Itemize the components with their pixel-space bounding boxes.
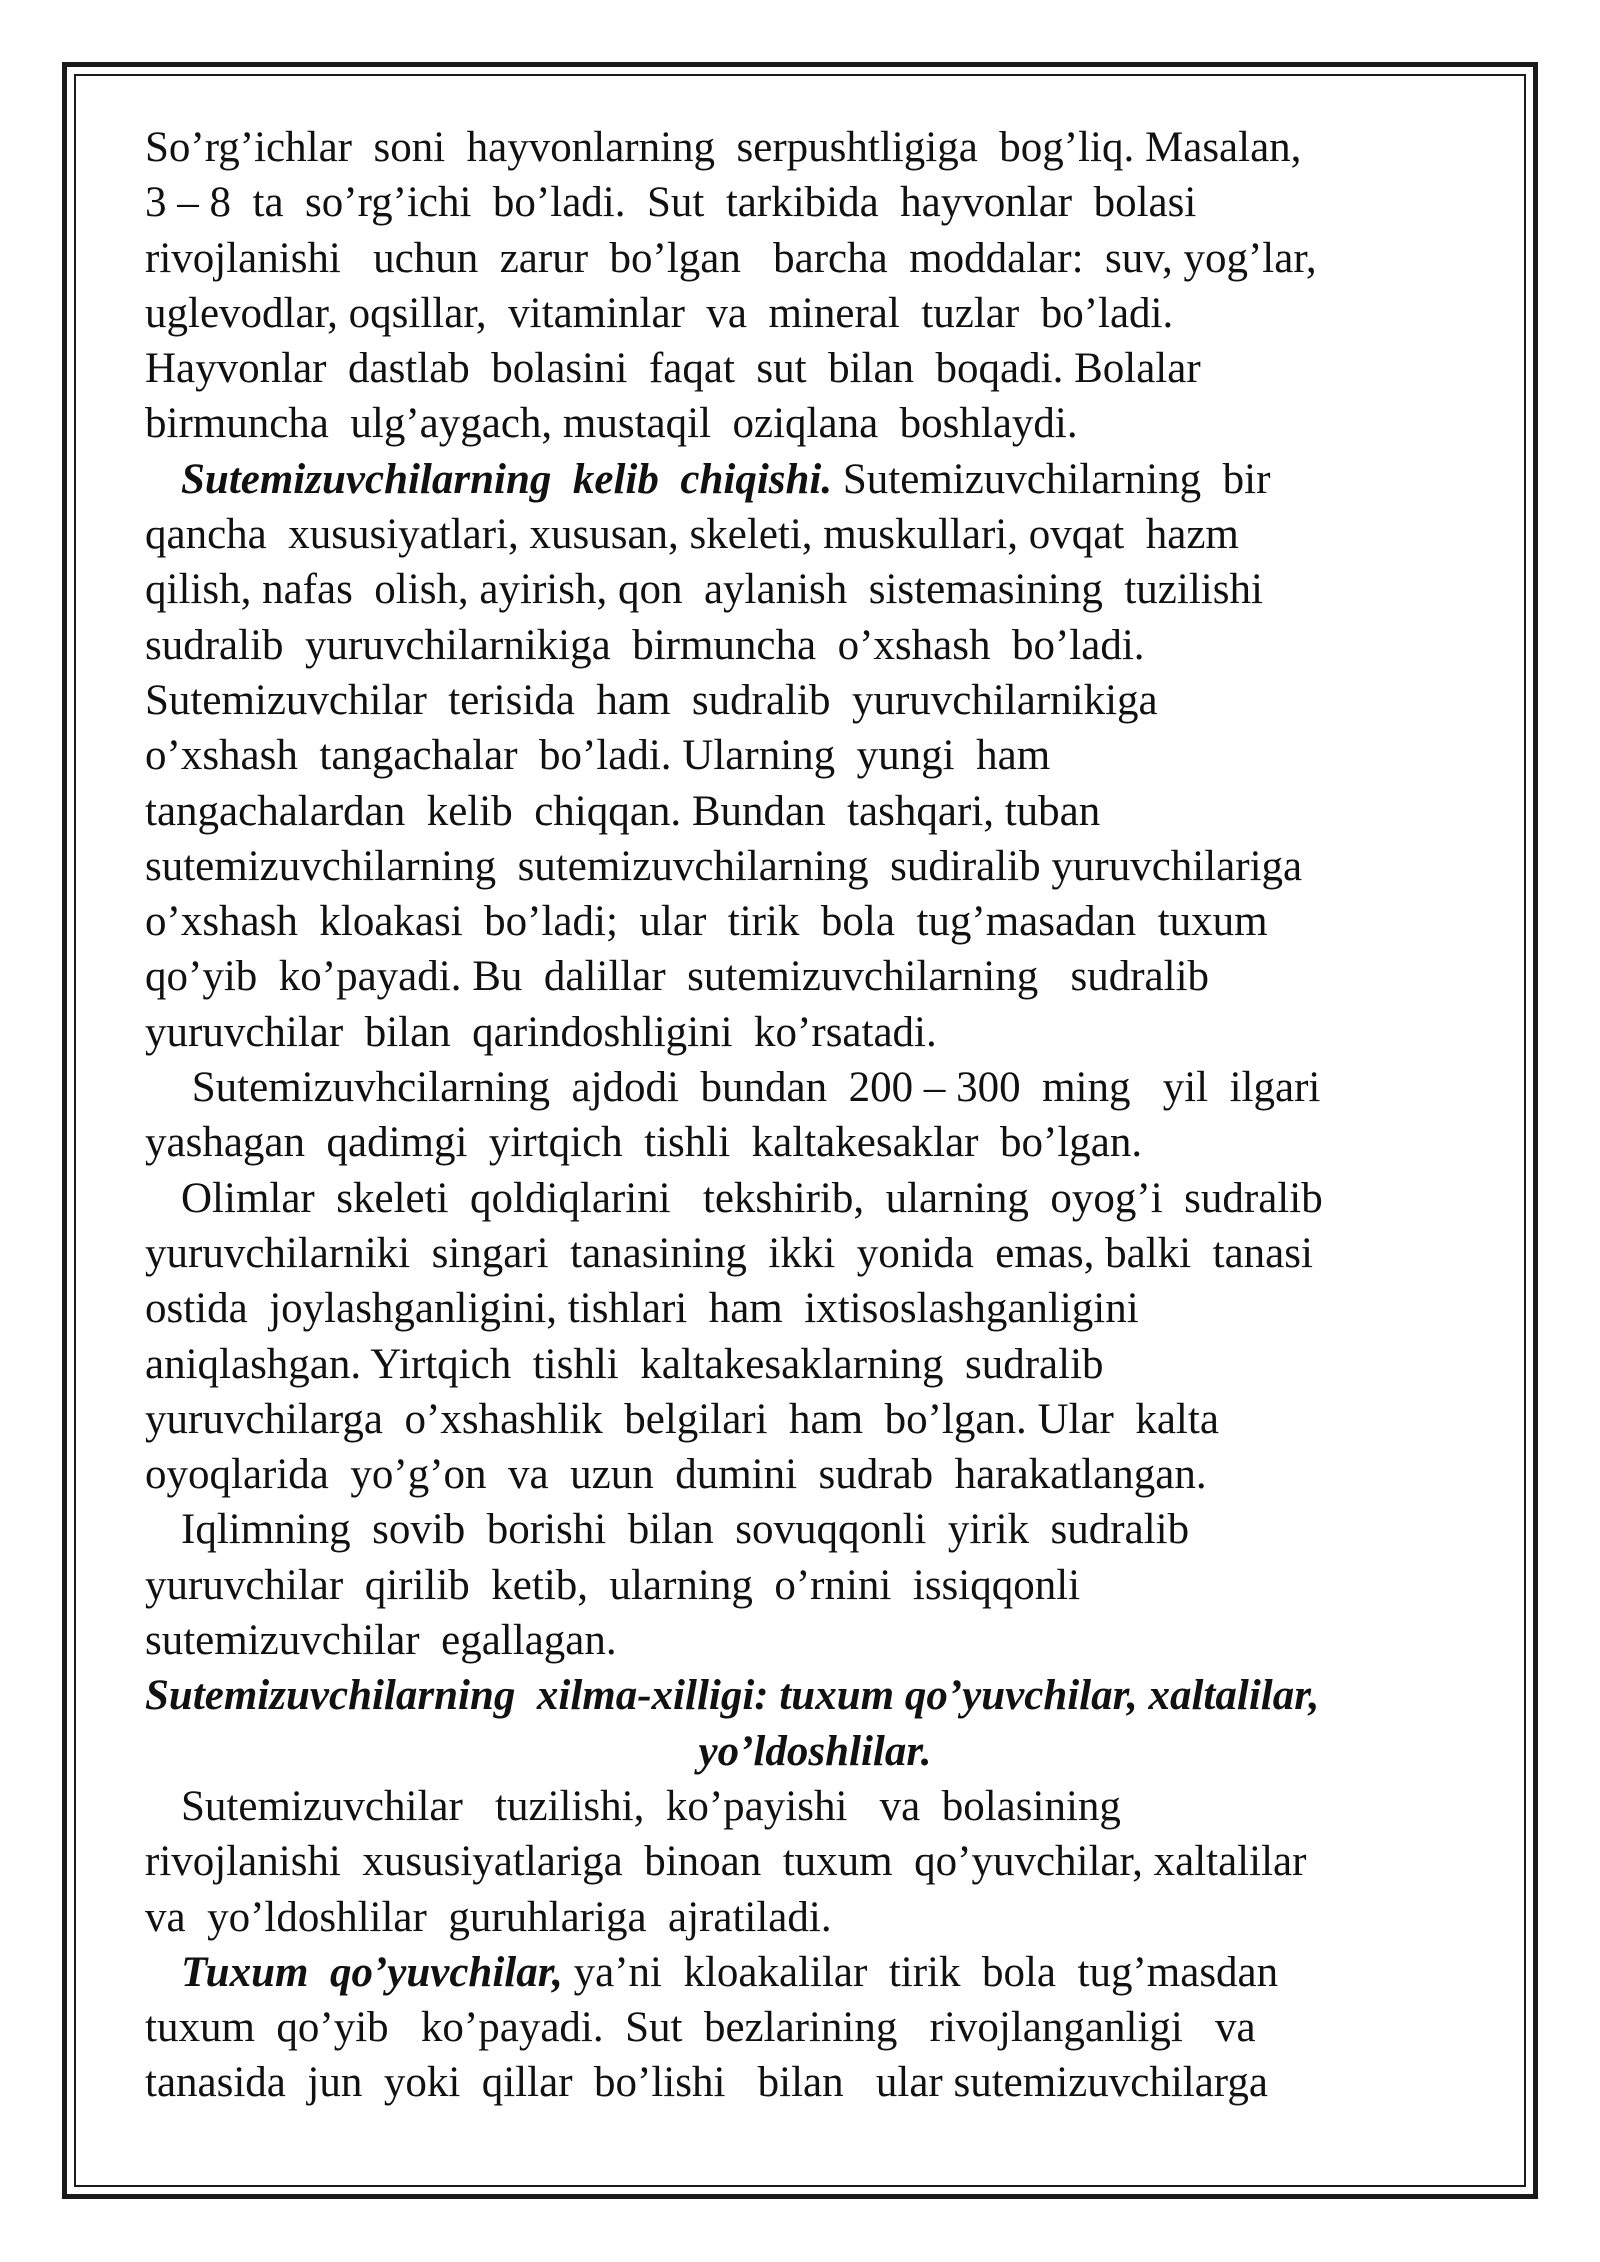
text-line xyxy=(145,949,1485,1004)
text-line xyxy=(145,120,1485,175)
text-line xyxy=(145,2000,1485,2055)
line-text: tuxum qo’yib ko’payadi. Sut bezlarining rivojlanganligi va xyxy=(145,2004,1256,2052)
text-line xyxy=(145,1890,1485,1945)
text-line xyxy=(145,1226,1485,1281)
line-text: yuruvchilarga o’xshashlik belgilari ham bo’lgan. Ular kalta xyxy=(145,1395,1219,1443)
paragraph-lead-heading: Tuxum qo’yuvchilar, xyxy=(181,1948,563,1996)
text-line xyxy=(145,1779,1485,1834)
text-line xyxy=(145,1558,1485,1613)
text-line xyxy=(145,1502,1485,1557)
line-text: o’xshash tangachalar bo’ladi. Ularning yungi ham xyxy=(145,732,1051,780)
line-text: Sutemizuvchilarning bir xyxy=(832,455,1271,503)
text-line xyxy=(145,286,1485,341)
line-text: ya’ni kloakalilar tirik bola tug’masdan xyxy=(562,1948,1279,1996)
text-line xyxy=(145,1281,1485,1336)
text-line xyxy=(145,1115,1485,1170)
line-text: Sutemizuvchilar terisida ham sudralib yuruvchilarnikiga xyxy=(145,676,1158,724)
line-text: qilish, nafas olish, ayirish, qon aylanish sistemasining tuzilishi xyxy=(145,566,1263,614)
line-text: 3 – 8 ta so’rg’ichi bo’ladi. Sut tarkibida hayvonlar bolasi xyxy=(145,179,1197,227)
line-text: So’rg’ichlar soni hayvonlarning serpushtligiga bog’liq. Masalan, xyxy=(145,124,1302,171)
text-line xyxy=(145,2055,1485,2110)
text-line xyxy=(145,1613,1485,1668)
text-line xyxy=(145,231,1485,286)
line-text: Sutemizuvchilar tuzilishi, ko’payishi va bolasining xyxy=(181,1782,1121,1830)
line-text: yuruvchilar qirilib ketib, ularning o’rnini issiqqonli xyxy=(145,1561,1081,1609)
text-line xyxy=(145,1447,1485,1502)
text-line xyxy=(145,507,1485,562)
line-text: sutemizuvchilar egallagan. xyxy=(145,1617,617,1665)
text-line xyxy=(145,562,1485,617)
line-text: yuruvchilar bilan qarindoshligini ko’rsatadi. xyxy=(145,1008,937,1056)
line-text: sudralib yuruvchilarnikiga birmuncha o’xshash bo’ladi. xyxy=(145,621,1145,669)
line-text: tangachalardan kelib chiqqan. Bundan tashqari, tuban xyxy=(145,787,1101,835)
line-text: o’xshash kloakasi bo’ladi; ular tirik bola tug’masadan tuxum xyxy=(145,898,1268,946)
text-line xyxy=(145,839,1485,894)
line-text: oyoqlarida yo’g’on va uzun dumini sudrab harakatlangan. xyxy=(145,1451,1207,1499)
text-line xyxy=(145,618,1485,673)
section-heading-text: yo’ldoshlilar. xyxy=(698,1727,932,1775)
line-text: Iqlimning sovib borishi bilan sovuqqonli yirik sudralib xyxy=(181,1506,1190,1554)
line-text: yuruvchilarniki singari tanasining ikki yonida emas, balki tanasi xyxy=(145,1229,1313,1277)
text-line xyxy=(145,1005,1485,1060)
line-text: ostida joylashganligini, tishlari ham ixtisoslashganligini xyxy=(145,1285,1139,1333)
text-line xyxy=(145,1392,1485,1447)
text-line xyxy=(145,175,1485,230)
text-line xyxy=(145,1834,1485,1889)
text-line xyxy=(145,784,1485,839)
line-text: aniqlashgan. Yirtqich tishli kaltakesaklarning sudralib xyxy=(145,1340,1104,1388)
line-text: birmuncha ulg’aygach, mustaqil oziqlana boshlaydi. xyxy=(145,400,1078,448)
text-line xyxy=(145,894,1485,949)
line-text: rivojlanishi xususiyatlariga binoan tuxum qo’yuvchilar, xaltalilar xyxy=(145,1838,1307,1886)
line-text: uglevodlar, oqsillar, vitaminlar va mineral tuzlar bo’ladi. xyxy=(145,289,1174,337)
text-line xyxy=(145,673,1485,728)
text-line xyxy=(145,1171,1485,1226)
line-text: sutemizuvchilarning sutemizuvchilarning sudiralib yuruvchilariga xyxy=(145,842,1303,890)
section-heading-line xyxy=(145,1668,1485,1723)
text-line xyxy=(145,341,1485,396)
line-text: va yo’ldoshlilar guruhlariga ajratiladi. xyxy=(145,1893,832,1941)
line-text: qancha xususiyatlari, xususan, skeleti, muskullari, ovqat hazm xyxy=(145,511,1239,559)
text-line xyxy=(145,1945,1485,2000)
line-text: Hayvonlar dastlab bolasini faqat sut bilan boqadi. Bolalar xyxy=(145,345,1201,393)
line-text: tanasida jun yoki qillar bo’lishi bilan ular sutemizuvchilarga xyxy=(145,2059,1268,2107)
section-heading-text: Sutemizuvchilarning xilma-xilligi: tuxum qo’yuvchilar, xaltalilar, xyxy=(145,1672,1320,1720)
line-text: yashagan qadimgi yirtqich tishli kaltakesaklar bo’lgan. xyxy=(145,1119,1143,1167)
line-text: Sutemizuvhcilarning ajdodi bundan 200 – 300 ming yil ilgari xyxy=(181,1064,1321,1112)
text-line xyxy=(145,1060,1485,1115)
text-line xyxy=(145,1337,1485,1392)
text-line xyxy=(145,728,1485,783)
line-text: Olimlar skeleti qoldiqlarini tekshirib, ularning oyog’i sudralib xyxy=(181,1174,1323,1222)
paragraph-lead-heading: Sutemizuvchilarning kelib chiqishi. xyxy=(181,455,833,503)
page-body-text xyxy=(145,120,1485,2111)
line-text: qo’yib ko’payadi. Bu dalillar sutemizuvchilarning sudralib xyxy=(145,953,1210,1001)
section-heading-line xyxy=(145,1724,1485,1779)
line-text: rivojlanishi uchun zarur bo’lgan barcha moddalar: suv, yog’lar, xyxy=(145,234,1317,282)
text-line xyxy=(145,452,1485,507)
text-line xyxy=(145,396,1485,451)
